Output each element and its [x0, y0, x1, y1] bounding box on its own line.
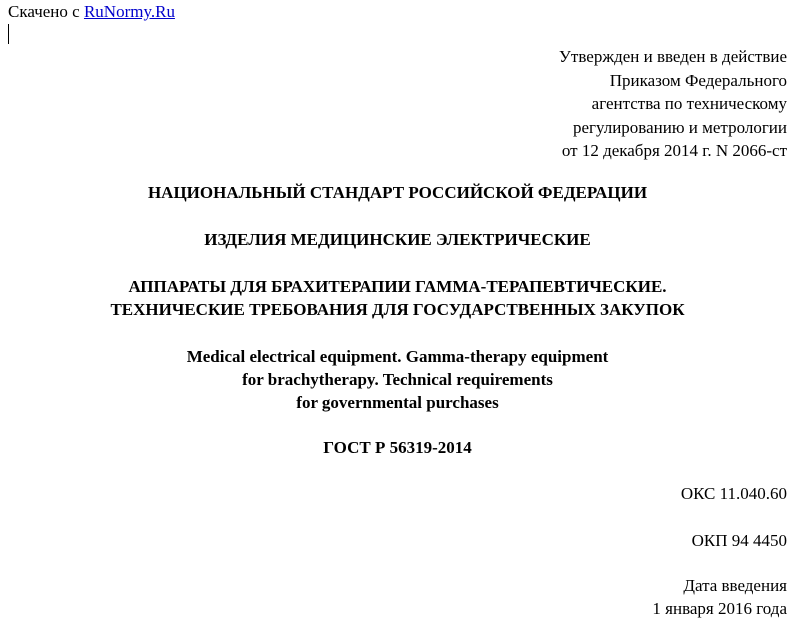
approval-line: Утвержден и введен в действие: [558, 47, 787, 66]
introduction-date-label: Дата введения: [683, 576, 787, 595]
document-title-line: ТЕХНИЧЕСКИЕ ТРЕБОВАНИЯ ДЛЯ ГОСУДАРСТВЕННЫХ ЗАКУПОК: [110, 300, 685, 319]
approval-line: Приказом Федерального: [609, 70, 787, 90]
text-cursor: [8, 24, 9, 44]
product-group-heading: ИЗДЕЛИЯ МЕДИЦИНСКИЕ ЭЛЕКТРИЧЕСКИЕ: [204, 230, 591, 249]
download-source-line: [8, 2, 175, 22]
introduction-date: [652, 574, 787, 620]
gost-number: ГОСТ Р 56319-2014: [323, 438, 472, 457]
english-title-line: Medical electrical equipment. Gamma-therapy equipment: [186, 347, 609, 366]
approval-line: агентства по техническому: [591, 94, 787, 113]
english-title: [0, 345, 790, 414]
document-title: [0, 275, 790, 321]
english-title-line: for brachytherapy. Technical requirements: [242, 370, 553, 389]
okp-code: ОКП 94 4450: [691, 531, 787, 550]
approval-line: регулированию и метрологии: [572, 117, 787, 137]
introduction-date-value: 1 января 2016 года: [652, 599, 787, 618]
standard-type-heading: НАЦИОНАЛЬНЫЙ СТАНДАРТ РОССИЙСКОЙ ФЕДЕРАЦИИ: [147, 183, 648, 202]
runormy-link[interactable]: RuNormy.Ru: [83, 2, 175, 21]
english-title-line: for governmental purchases: [296, 393, 499, 412]
download-source-prefix: Скачено с: [8, 2, 84, 21]
oks-code: ОКС 11.040.60: [680, 484, 787, 503]
approval-line: от 12 декабря 2014 г. N 2066-ст: [561, 141, 787, 160]
approval-block: [559, 45, 787, 163]
document-title-line: АППАРАТЫ ДЛЯ БРАХИТЕРАПИИ ГАММА-ТЕРАПЕВТИЧЕСКИЕ.: [128, 277, 667, 296]
